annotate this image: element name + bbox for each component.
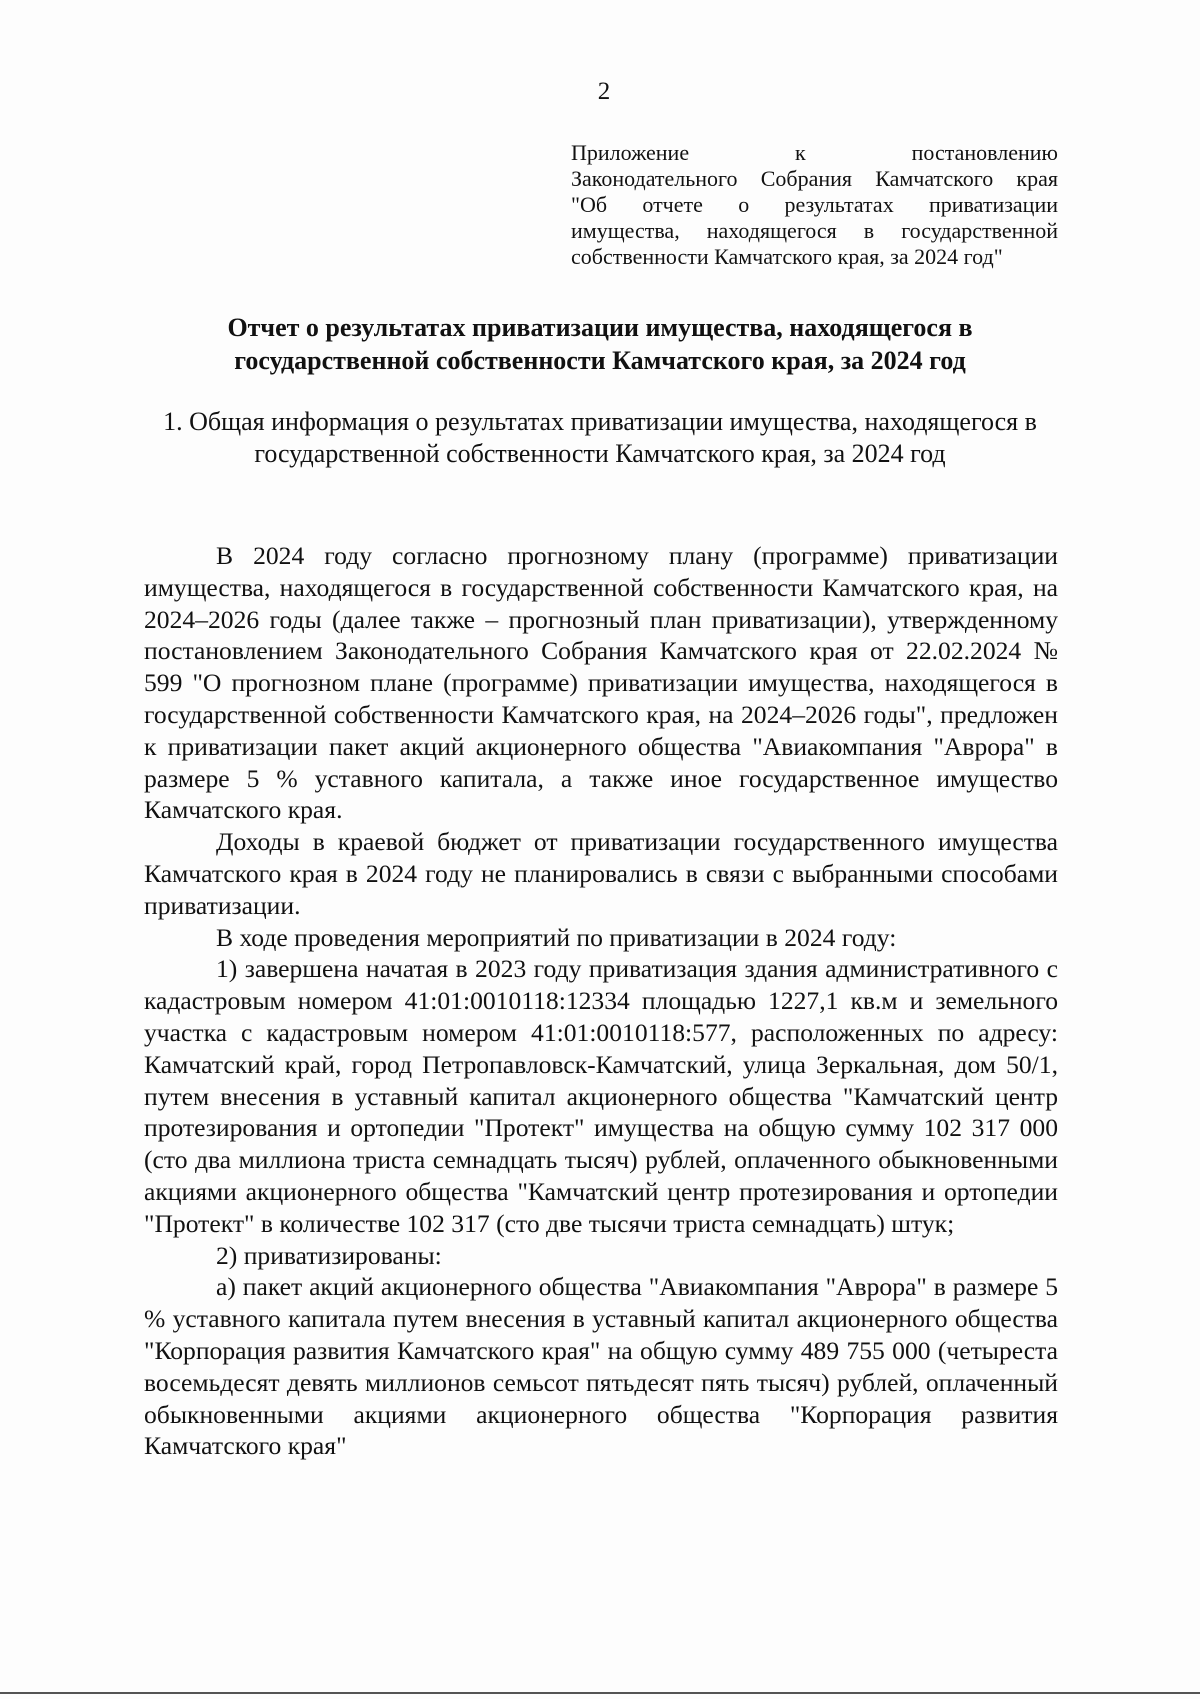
- paragraph: В ходе проведения мероприятий по приватизации в 2024 году:: [216, 922, 897, 952]
- paragraph: 2) приватизированы:: [216, 1240, 442, 1270]
- paragraph: Доходы в краевой бюджет от приватизации государственного имущества Камчатского края в 2024 году не планировались в связи с выбранными способами приватизации.: [144, 827, 1058, 920]
- page-number: 2: [597, 78, 611, 105]
- paragraph: а) пакет акций акционерного общества "Авиакомпания "Аврора" в размере 5 % уставного капитала путем внесения в уставный капитал акционерного общества "Корпорация развития Камчатского края" на общую сумму 489 755 000 (четыреста восемьдесят девять миллионов семьсот пятьдесят пять тысяч) рублей, оплаченный обыкновенными акциями акционерного общества "Корпорация развития Камчатского края": [144, 1272, 1058, 1461]
- appendix-line: собственности Камчатского края, за 2024 год": [571, 244, 1003, 269]
- paragraph: 1) завершена начатая в 2023 году приватизация здания административного с кадастровым номером 41:01:0010118:12334 площадью 1227,1 кв.м и земельного участка с кадастровым номером 41:01:0010118:577, расположенных по адресу: Камчатский край, город Петропавловск-Камчатский, улица Зеркальная, дом 50/1, путем внесения в уставный капитал акционерного общества "Камчатский центр протезирования и ортопедии "Протект" имущества на общую сумму 102 317 000 (сто два миллиона триста семнадцать тысяч) рублей, оплаченного обыкновенными акциями акционерного общества "Камчатский центр протезирования и ортопедии "Протект" в количестве 102 317 (сто две тысячи триста семнадцать) штук;: [144, 954, 1058, 1238]
- document-title: Отчет о результатах приватизации имущества, находящегося в государственной собственности Камчатского края, за 2024 год: [227, 313, 973, 375]
- appendix-line: Приложение к постановлению: [571, 140, 1058, 165]
- appendix-note: [571, 140, 1058, 270]
- document-body: [144, 540, 1058, 1462]
- appendix-line: имущества, находящегося в государственной: [571, 218, 1058, 243]
- scan-edge-line: [0, 1692, 1200, 1694]
- section-heading: 1. Общая информация о результатах приватизации имущества, находящегося в государственной собственности Камчатского края, за 2024 год: [163, 407, 1037, 468]
- paragraph: В 2024 году согласно прогнозному плану (программе) приватизации имущества, находящегося в государственной собственности Камчатского края, на 2024–2026 годы (далее также – прогнозный план приватизации), утвержденному постановлением Законодательного Собрания Камчатского края от 22.02.2024 № 599 "О прогнозном плане (программе) приватизации имущества, находящегося в государственной собственности Камчатского края, на 2024–2026 годы", предложен к приватизации пакет акций акционерного общества "Авиакомпания "Аврора" в размере 5 % уставного капитала, а также иное государственное имущество Камчатского края.: [144, 541, 1058, 825]
- appendix-line: Законодательного Собрания Камчатского края: [571, 166, 1058, 191]
- appendix-line: "Об отчете о результатах приватизации: [571, 192, 1058, 217]
